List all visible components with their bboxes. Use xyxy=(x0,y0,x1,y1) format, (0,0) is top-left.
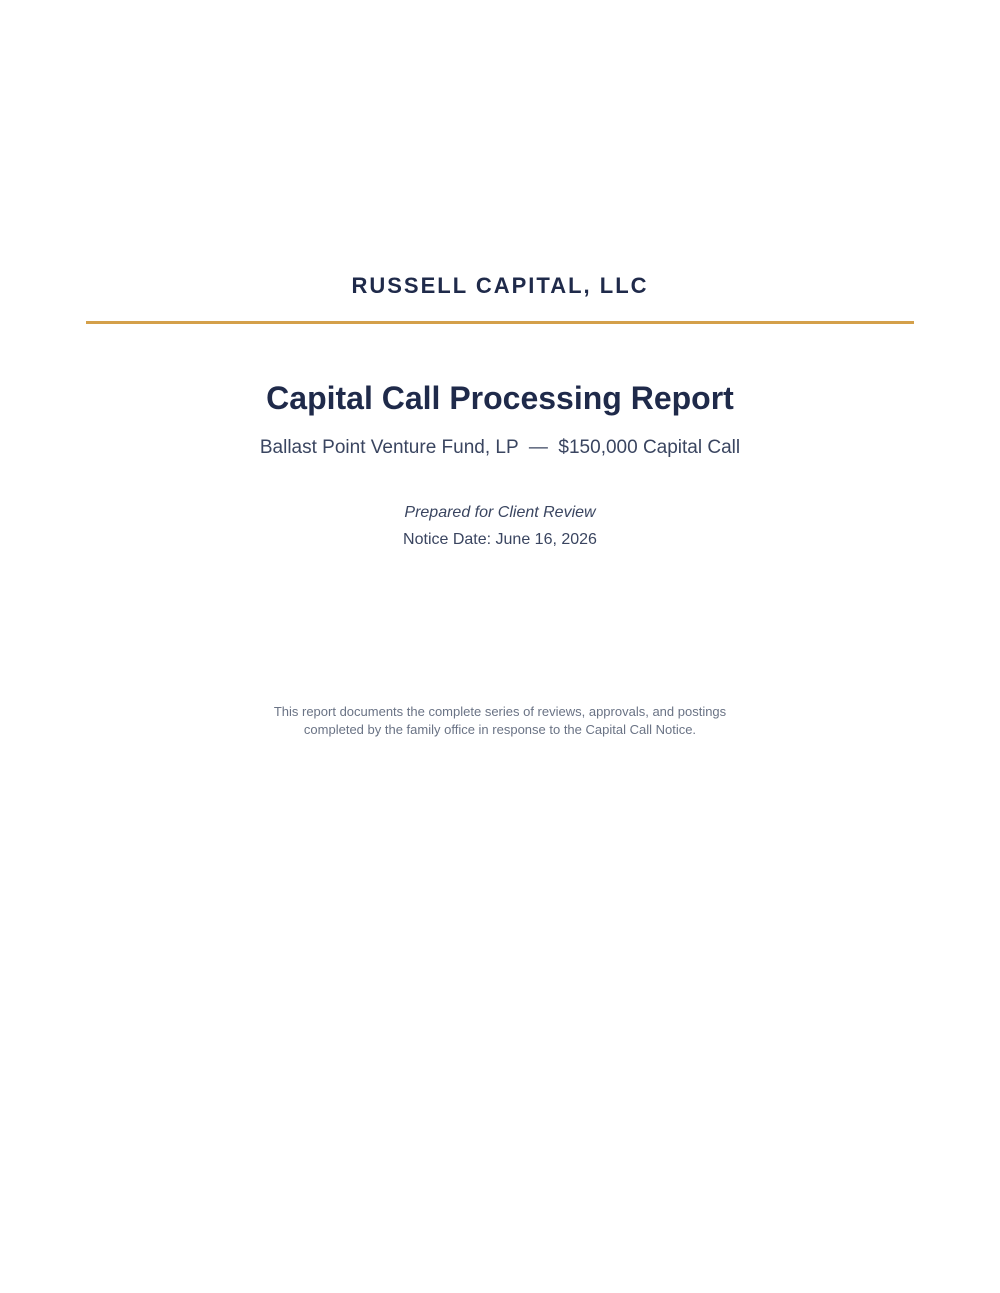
report-subtitle: Ballast Point Venture Fund, LP — $150,000 Capital Call xyxy=(259,437,741,458)
prepared-for-label: Prepared for Client Review xyxy=(404,504,596,521)
header-divider xyxy=(86,321,914,324)
report-description xyxy=(0,703,1000,739)
report-title: Capital Call Processing Report xyxy=(266,380,734,416)
notice-date: Notice Date: June 16, 2026 xyxy=(403,531,597,548)
description-line-2: completed by the family office in response to the Capital Call Notice. xyxy=(303,722,697,737)
description-line-1: This report documents the complete series of reviews, approvals, and postings xyxy=(273,704,727,719)
firm-name: RUSSELL CAPITAL, LLC xyxy=(351,273,649,298)
